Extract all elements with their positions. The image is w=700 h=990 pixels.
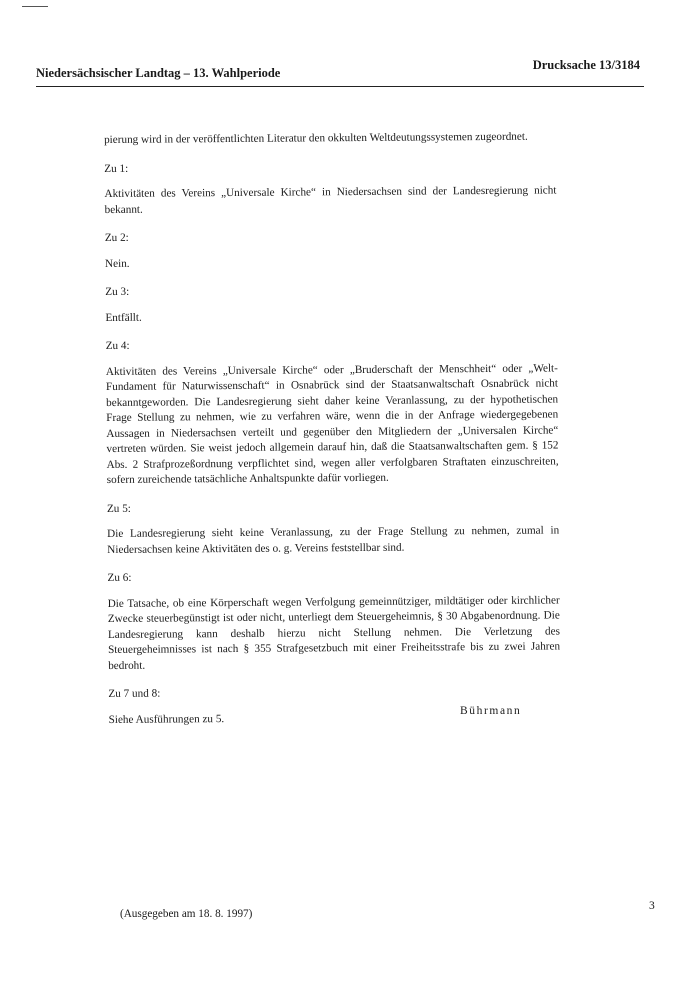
section-heading-1: Zu 1: — [104, 162, 129, 175]
section-heading-6: Zu 6: — [107, 571, 132, 584]
page-header — [36, 58, 644, 87]
intro-paragraph: pierung wird in der veröffentlichten Literatur den okkulten Weltdeutungssystemen zugeordnet. — [104, 130, 528, 146]
top-edge-mark — [22, 6, 48, 7]
page-number: 3 — [649, 900, 655, 912]
parliament-title: Niedersächsischer Landtag – 13. Wahlperiode — [36, 66, 281, 80]
section-heading-7: Zu 7 und 8: — [108, 687, 161, 700]
document-body — [104, 129, 561, 741]
signature: Bührmann — [460, 705, 522, 717]
section-text-6: Die Tatsache, ob eine Körperschaft wegen Verfolgung gemeinnütziger, mildtätiger oder kirchlicher Zwecke steuerbegünstigt ist oder nicht, unterliegt dem Steuergeheimnis, § 30 Abgabenordnung. Die Landesregierung kann deshalb hierzu nicht Stellung nehmen. Die Verletzung des Steuergeheimnisses ist nach § 355 Strafgesetzbuch mit einer Freiheitsstrafe bis zu zwei Jahren bedroht. — [107, 593, 561, 672]
section-heading-2: Zu 2: — [104, 231, 129, 244]
section-heading-4: Zu 4: — [105, 339, 130, 352]
section-text-3: Entfällt. — [105, 311, 142, 324]
section-heading-3: Zu 3: — [105, 285, 130, 298]
section-text-4: Aktivitäten des Vereins „Universale Kirche“ oder „Bruderschaft der Menschheit“ oder „Welt-Fundament für Naturwissenschaft“ in Osnabrück sind der Staatsanwaltschaft Osnabrück nicht bekanntgeworden. Die Landesregierung sieht daher keine Veranlassung, zu der hypothetischen Frage Stellung zu nehmen, wie zu verfahren wäre, wenn die in der Anfrage wiedergegebenen Aussagen in Niedersachsen verteilt und gegenüber den Mitgliedern der „Universalen Kirche“ vertreten würden. Sie weist jedoch allgemein darauf hin, daß die Staatsanwaltschaften gem. § 152 Abs. 2 Strafprozeßordnung verpflichtet sind, wegen aller verfolgbaren Straftaten einzuschreiten, sofern zureichende tatsächliche Anhaltspunkte dafür vorliegen. — [105, 361, 559, 486]
document-number: Drucksache 13/3184 — [532, 58, 640, 72]
section-heading-5: Zu 5: — [106, 502, 131, 515]
section-text-1: Aktivitäten des Vereins „Universale Kirche“ in Niedersachsen sind der Landesregierung nicht bekannt. — [104, 184, 557, 216]
section-text-2: Nein. — [104, 257, 130, 270]
issue-date: (Ausgegeben am 18. 8. 1997) — [120, 908, 253, 920]
section-text-7: Siehe Ausführungen zu 5. — [108, 712, 225, 726]
section-text-5: Die Landesregierung sieht keine Veranlassung, zu der Frage Stellung zu nehmen, zumal in Niedersachsen keine Aktivitäten des o. g. Vereins feststellbar sind. — [107, 524, 560, 556]
